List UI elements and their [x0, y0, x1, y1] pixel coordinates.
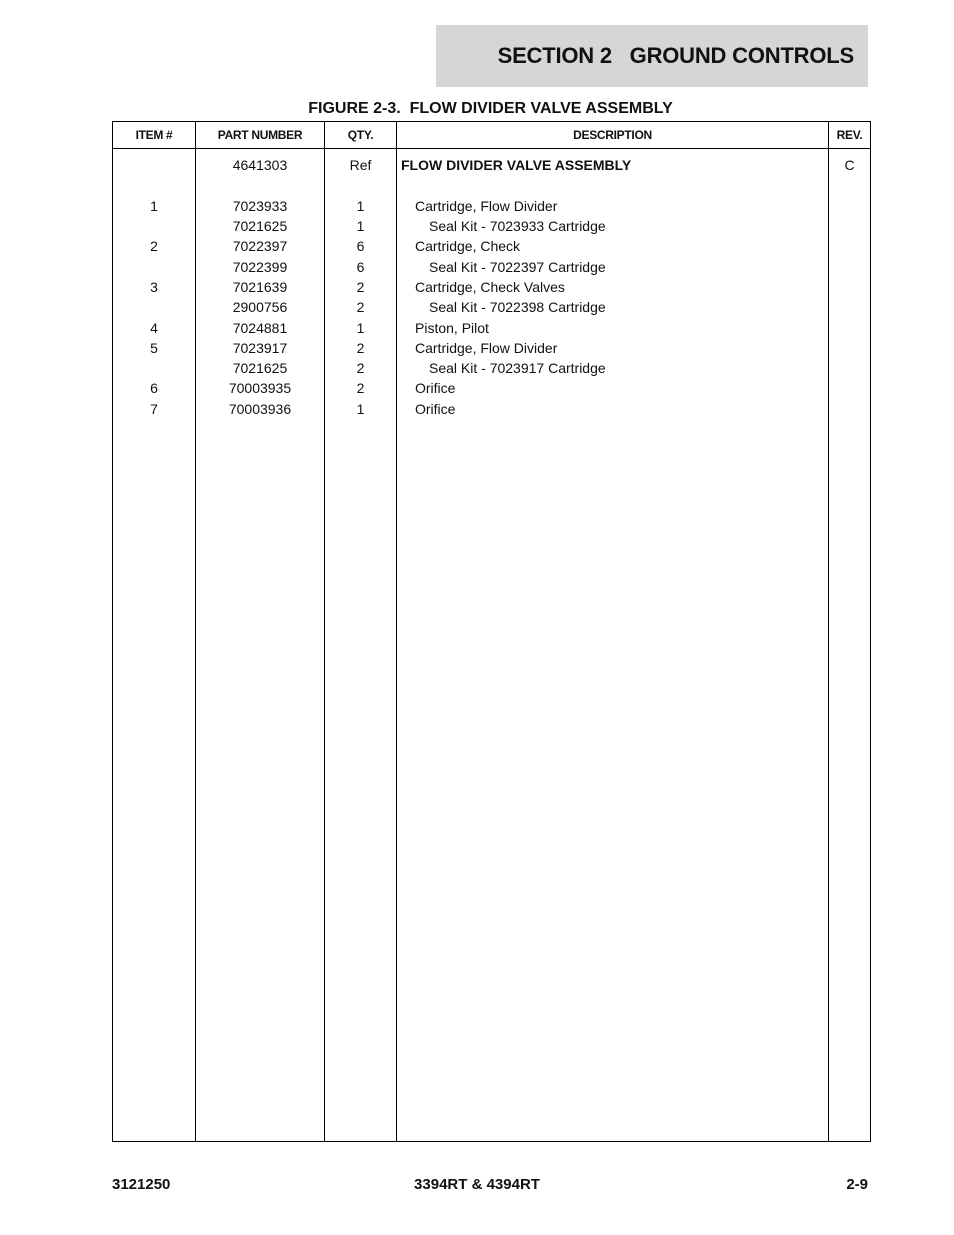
table-row [113, 317, 871, 337]
description: Cartridge, Check Valves [397, 277, 829, 297]
table-row [113, 236, 871, 256]
revision [829, 196, 871, 216]
revision: C [829, 155, 871, 175]
header-description: DESCRIPTION [397, 122, 829, 149]
revision [829, 277, 871, 297]
part-number [196, 175, 325, 195]
description: Seal Kit - 7023933 Cartridge [397, 216, 829, 236]
table-row [113, 175, 871, 195]
item-number [113, 297, 196, 317]
revision [829, 338, 871, 358]
description: FLOW DIVIDER VALVE ASSEMBLY [397, 155, 829, 175]
revision [829, 317, 871, 337]
footer-doc-number: 3121250 [112, 1176, 171, 1193]
item-number: 1 [113, 196, 196, 216]
part-number: 7021639 [196, 277, 325, 297]
part-number: 7022399 [196, 256, 325, 276]
item-number [113, 256, 196, 276]
part-number: 70003935 [196, 378, 325, 398]
quantity [325, 175, 397, 195]
header-item: ITEM # [113, 122, 196, 149]
quantity: 1 [325, 216, 397, 236]
header-rev: REV. [829, 122, 871, 149]
revision [829, 175, 871, 195]
quantity: 2 [325, 297, 397, 317]
quantity: 2 [325, 338, 397, 358]
item-number: 7 [113, 399, 196, 419]
quantity: 1 [325, 399, 397, 419]
table-row [113, 358, 871, 378]
header-part-number: PART NUMBER [196, 122, 325, 149]
quantity: 2 [325, 378, 397, 398]
table-row [113, 256, 871, 276]
description: Piston, Pilot [397, 317, 829, 337]
description: Cartridge, Flow Divider [397, 196, 829, 216]
section-banner [436, 25, 868, 87]
item-number [113, 358, 196, 378]
description: Seal Kit - 7022397 Cartridge [397, 256, 829, 276]
quantity: Ref [325, 155, 397, 175]
table-row [113, 297, 871, 317]
revision [829, 297, 871, 317]
part-number: 7023917 [196, 338, 325, 358]
table-row [113, 155, 871, 175]
item-number: 3 [113, 277, 196, 297]
item-number [113, 216, 196, 236]
description: Seal Kit - 7022398 Cartridge [397, 297, 829, 317]
part-number: 2900756 [196, 297, 325, 317]
item-number [113, 175, 196, 195]
header-qty: QTY. [325, 122, 397, 149]
item-number: 4 [113, 317, 196, 337]
quantity: 1 [325, 196, 397, 216]
table-filler-row [113, 419, 871, 1142]
table-row [113, 378, 871, 398]
quantity: 2 [325, 277, 397, 297]
description: Cartridge, Check [397, 236, 829, 256]
footer-model: 3394RT & 4394RT [414, 1176, 540, 1193]
item-number: 6 [113, 378, 196, 398]
quantity: 1 [325, 317, 397, 337]
item-number: 2 [113, 236, 196, 256]
part-number: 7021625 [196, 216, 325, 236]
table-row [113, 196, 871, 216]
description: Orifice [397, 378, 829, 398]
part-number: 7023933 [196, 196, 325, 216]
part-number: 7021625 [196, 358, 325, 378]
revision [829, 399, 871, 419]
table-row [113, 338, 871, 358]
part-number: 7024881 [196, 317, 325, 337]
part-number: 7022397 [196, 236, 325, 256]
table-row [113, 277, 871, 297]
footer-page-number: 2-9 [846, 1176, 868, 1193]
part-number: 70003936 [196, 399, 325, 419]
table-header-row [113, 122, 871, 149]
revision [829, 378, 871, 398]
table-row [113, 399, 871, 419]
figure-title: FIGURE 2-3. FLOW DIVIDER VALVE ASSEMBLY [308, 100, 673, 117]
revision [829, 236, 871, 256]
parts-table [112, 121, 871, 1142]
quantity: 6 [325, 256, 397, 276]
section-title: SECTION 2 GROUND CONTROLS [497, 43, 854, 68]
description: Orifice [397, 399, 829, 419]
revision [829, 358, 871, 378]
description [397, 175, 829, 195]
description: Seal Kit - 7023917 Cartridge [397, 358, 829, 378]
item-number: 5 [113, 338, 196, 358]
part-number: 4641303 [196, 155, 325, 175]
revision [829, 256, 871, 276]
quantity: 2 [325, 358, 397, 378]
table-row [113, 216, 871, 236]
item-number [113, 155, 196, 175]
description: Cartridge, Flow Divider [397, 338, 829, 358]
quantity: 6 [325, 236, 397, 256]
revision [829, 216, 871, 236]
